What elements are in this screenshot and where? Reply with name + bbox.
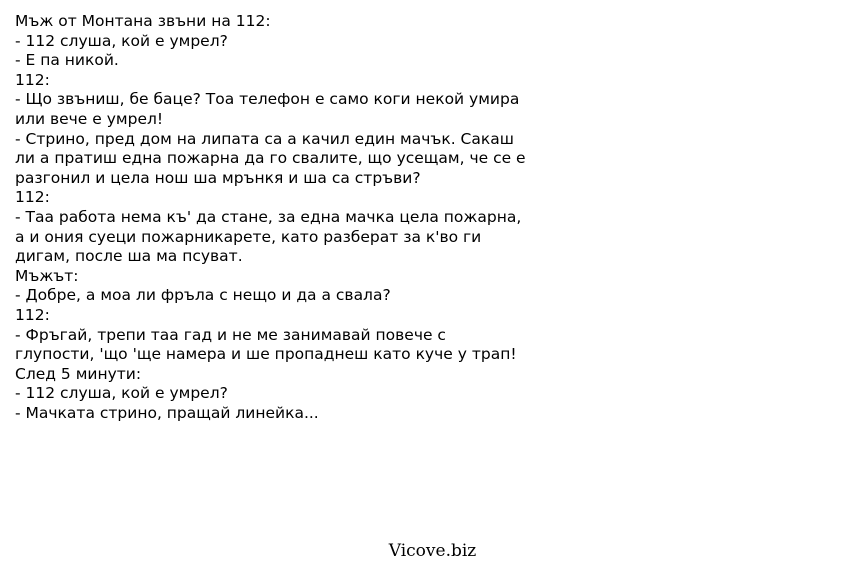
joke-line: - Мачката стрино, пращай линейка... [15, 403, 319, 422]
joke-line: След 5 минути: [15, 364, 142, 383]
site-watermark: Vicove.biz [388, 541, 477, 561]
joke-line: - Стрино, пред дом на липата са а качил един мачък. Сакаш [15, 129, 514, 148]
joke-text [15, 12, 575, 423]
joke-line: - 112 слуша, кой е умрел? [15, 31, 228, 50]
joke-line: ли а пратиш една пожарна да го свалите, що усещам, че се е [15, 149, 526, 168]
joke-line: - Добре, а моа ли фръла с нещо и да а свала? [15, 286, 391, 305]
joke-line: - Таа работа нема къ' да стане, за една мачка цела пожарна, [15, 207, 522, 226]
joke-line: 112: [15, 70, 50, 89]
joke-line: глупости, 'що 'ще намера и ше пропаднеш като куче у трап! [15, 345, 517, 364]
joke-line: - 112 слуша, кой е умрел? [15, 384, 228, 403]
joke-line: Мъжът: [15, 266, 79, 285]
joke-line: Мъж от Монтана звъни на 112: [15, 12, 271, 30]
joke-line: 112: [15, 305, 50, 324]
joke-line: - Е па никой. [15, 51, 119, 70]
joke-line: 112: [15, 188, 50, 207]
joke-line: разгонил и цела нош ша мрънкя и ша са стръви? [15, 168, 421, 187]
joke-line: а и ония суеци пожарникарете, като разберат за к'во ги [15, 227, 482, 246]
joke-line: или вече е умрел! [15, 109, 164, 128]
joke-line: - Фръгай, трепи таа гад и не ме занимавай повече с [15, 325, 446, 344]
joke-line: дигам, после ша ма псуват. [15, 247, 243, 266]
joke-line: - Що звъниш, бе баце? Тоа телефон е само коги некой умира [15, 90, 520, 109]
